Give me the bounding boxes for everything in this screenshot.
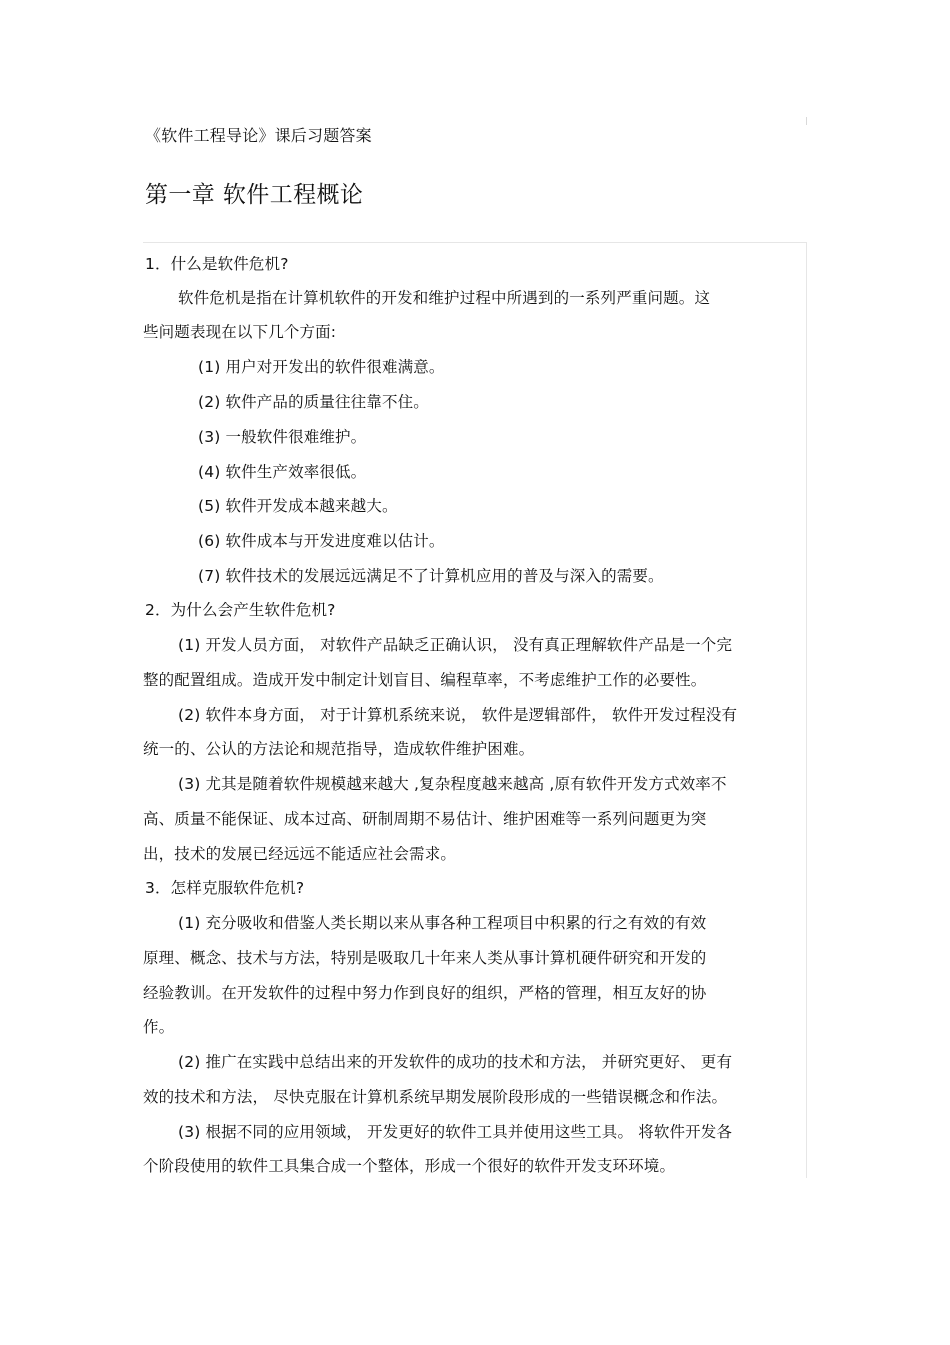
question-3-paragraph-line-6: 效的技术和方法， 尽快克服在计算机系统早期发展阶段形成的一些错误概念和作法。 <box>143 1088 728 1106</box>
question-3-paragraph-line-8: 个阶段使用的软件工具集合成一个整体，形成一个很好的软件开发支环环境。 <box>143 1157 676 1175</box>
question-1-item-3: (3) 一般软件很难维护。 <box>198 428 367 446</box>
question-3-paragraph-line-2: 原理、概念、技术与方法，特别是吸取几十年来人类从事计算机硬件研究和开发的 <box>143 949 707 967</box>
question-3-paragraph-line-1: (1) 充分吸收和借鉴人类长期以来从事各种工程项目中积累的行之有效的有效 <box>178 914 707 932</box>
question-2-paragraph-line-5: (3) 尤其是随着软件规模越来越大 ,复杂程度越来越高 ,原有软件开发方式效率不 <box>178 775 727 793</box>
question-3-paragraph-line-4: 作。 <box>143 1018 175 1036</box>
question-1-intro-line-1: 软件危机是指在计算机软件的开发和维护过程中所遇到的一系列严重问题。这 <box>178 289 711 307</box>
question-1-heading: 1．什么是软件危机? <box>145 255 289 273</box>
document-title: 《软件工程导论》课后习题答案 <box>145 126 372 145</box>
question-2-paragraph-line-4: 统一的、公认的方法论和规范指导，造成软件维护困难。 <box>143 740 535 758</box>
question-2-paragraph-line-2: 整的配置组成。造成开发中制定计划盲目、编程草率，不考虑维护工作的必要性。 <box>143 671 707 689</box>
question-2-paragraph-line-1: (1) 开发人员方面， 对软件产品缺乏正确认识， 没有真正理解软件产品是一个完 <box>178 636 733 654</box>
question-3-heading: 3．怎样克服软件危机? <box>145 879 305 897</box>
question-1-intro-line-2: 些问题表现在以下几个方面: <box>143 323 337 341</box>
question-2-heading: 2．为什么会产生软件危机? <box>145 601 336 619</box>
question-3-paragraph-line-5: (2) 推广在实践中总结出来的开发软件的成功的技术和方法， 并研究更好、 更有 <box>178 1053 733 1071</box>
question-2-paragraph-line-6: 高、质量不能保证、成本过高、研制周期不易估计、维护困难等一系列问题更为突 <box>143 810 707 828</box>
page-edge-mark <box>806 117 807 125</box>
question-1-item-1: (1) 用户对开发出的软件很难满意。 <box>198 358 445 376</box>
question-3-paragraph-line-3: 经验教训。在开发软件的过程中努力作到良好的组织，严格的管理，相互友好的协 <box>143 984 707 1002</box>
question-1-item-7: (7) 软件技术的发展远远满足不了计算机应用的普及与深入的需要。 <box>198 567 664 585</box>
question-2-paragraph-line-3: (2) 软件本身方面， 对于计算机系统来说， 软件是逻辑部件， 软件开发过程没有 <box>178 706 738 724</box>
question-1-item-6: (6) 软件成本与开发进度难以估计。 <box>198 532 445 550</box>
question-1-item-4: (4) 软件生产效率很低。 <box>198 463 367 481</box>
chapter-title: 第一章 软件工程概论 <box>145 182 364 208</box>
question-1-item-5: (5) 软件开发成本越来越大。 <box>198 497 398 515</box>
question-1-item-2: (2) 软件产品的质量往往靠不住。 <box>198 393 429 411</box>
question-3-paragraph-line-7: (3) 根据不同的应用领域， 开发更好的软件工具并使用这些工具。 将软件开发各 <box>178 1123 733 1141</box>
question-2-paragraph-line-7: 出，技术的发展已经远远不能适应社会需求。 <box>143 845 457 863</box>
